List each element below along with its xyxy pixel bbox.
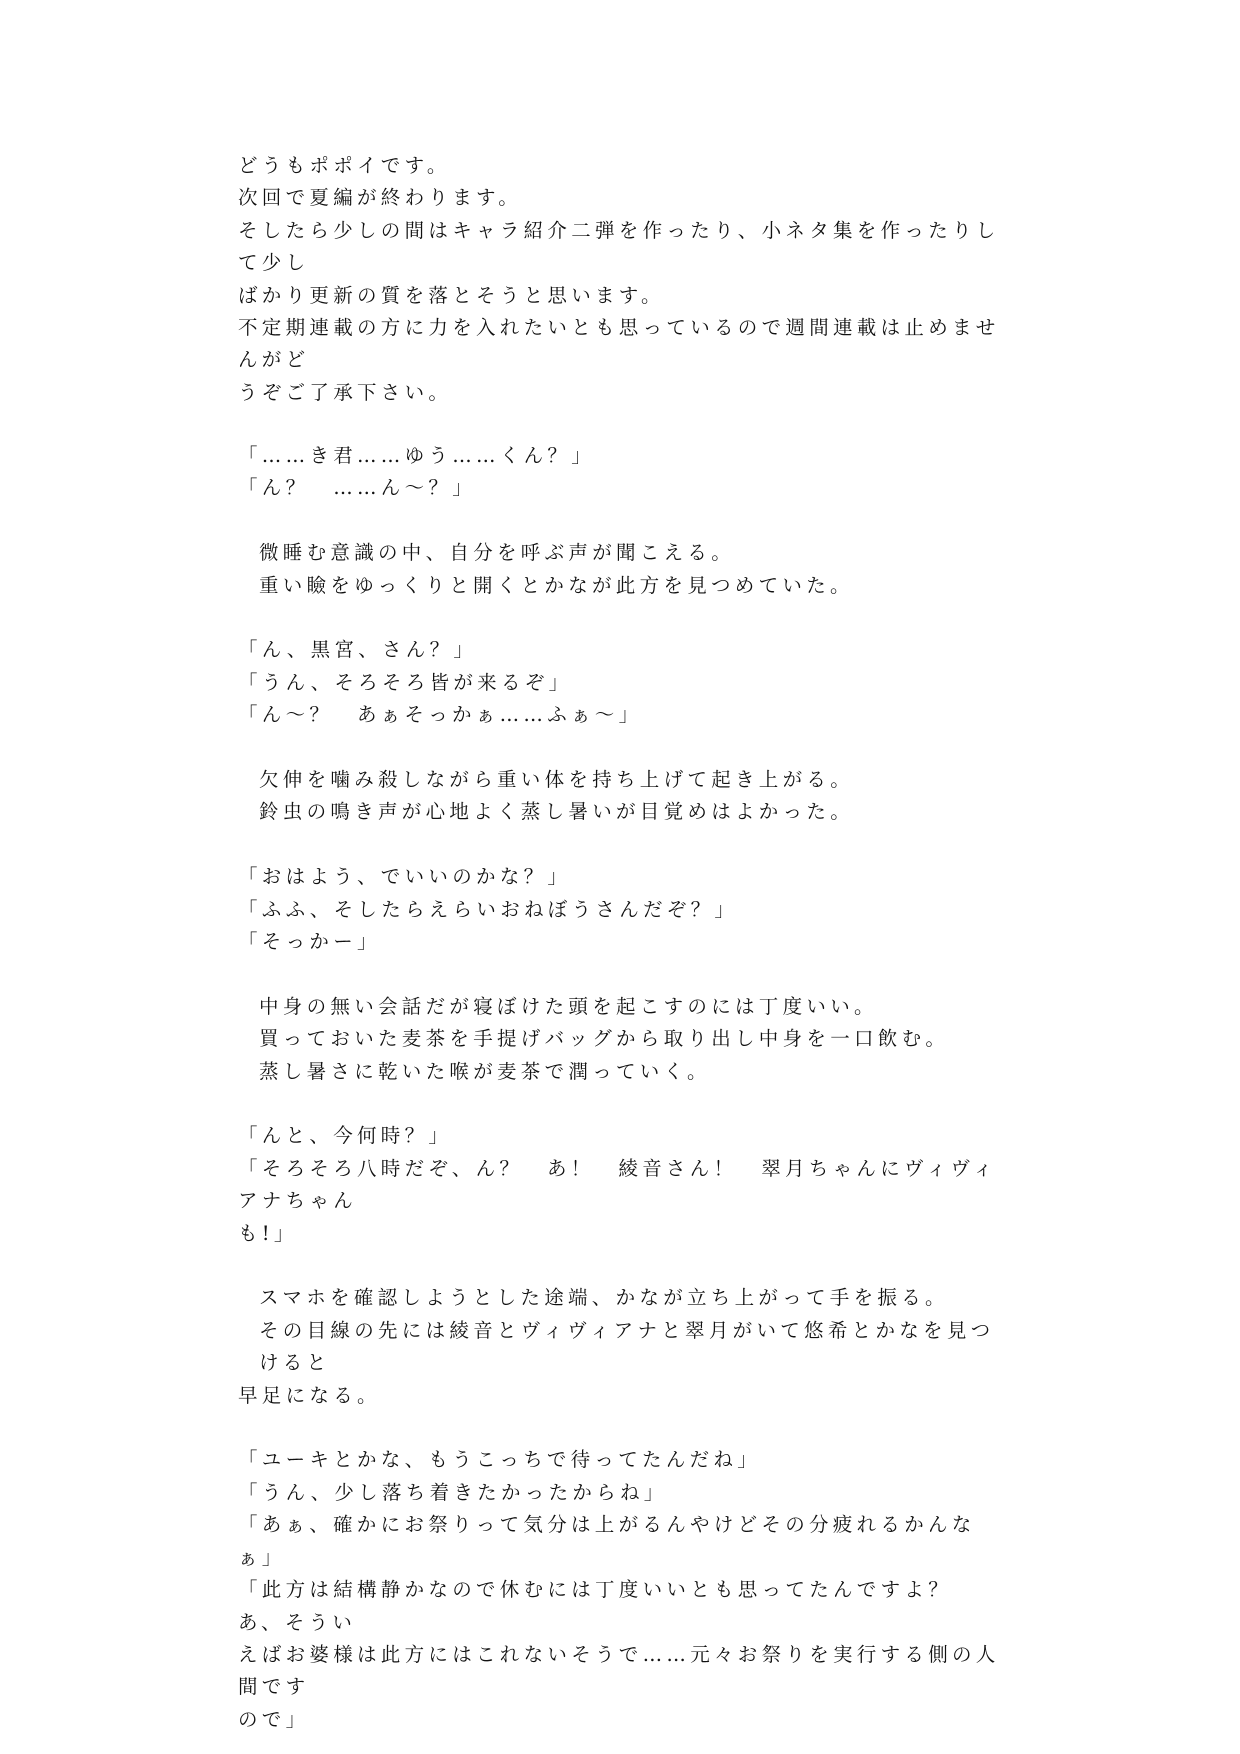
blank-line — [238, 958, 1002, 990]
dialogue-line: 「うん、少し落ち着きたかったからね」 — [238, 1480, 668, 1504]
narration-line: その目線の先には綾音とヴィヴィアナと翠月がいて悠希とかなを見つけると — [259, 1318, 995, 1375]
dialogue-line: 「ん～？ あぁそっかぁ……ふぁ～」 — [238, 703, 643, 727]
dialogue-line: 「此方は結構静かなので休むには丁度いいとも思ってたんですよ？ あ、そうい — [238, 1578, 976, 1634]
dialogue-line: 「ユーキとかな、もうこっちで待ってたんだね」 — [238, 1448, 762, 1472]
blank-line — [238, 1412, 1002, 1444]
dialogue-line: 「んと、今何時？」 — [238, 1124, 453, 1148]
dialogue-line: 「……き君……ゆう……くん？」 — [238, 444, 595, 467]
preface-line: 次回で夏編が終わります。 — [238, 186, 523, 210]
preface-line: どうもポポイです。 — [238, 154, 451, 177]
dialogue-line: えばお婆様は此方にはこれないそうで……元々お祭りを実行する側の人間です — [238, 1642, 1000, 1699]
dialogue-line: 「うん、そろそろ皆が来るぞ」 — [238, 670, 573, 694]
narration-line: 鈴虫の鳴き声が心地よく蒸し暑いが目覚めはよかった。 — [259, 800, 855, 824]
dialogue-line: 「あぁ、確かにお祭りって気分は上がるんやけどその分疲れるかんなぁ」 — [238, 1513, 976, 1569]
dialogue-line: 「ん？ ……ん～？」 — [238, 476, 476, 500]
preface-line: 不定期連載の方に力を入れたいとも思っているので週間連載は止めませんがど — [238, 316, 1000, 372]
dialogue-line: 「ふふ、そしたらえらいおねぼうさんだぞ？」 — [238, 897, 739, 921]
dialogue-line: 「ん、黒宮、さん？」 — [238, 638, 478, 662]
narration-line: 重い瞼をゆっくりと開くとかなが此方を見つめていた。 — [259, 573, 854, 597]
dialogue-line: 「そろそろ八時だぞ、ん？ あ！ 綾音さん！ 翠月ちゃんにヴィヴィアナちゃん — [238, 1156, 997, 1213]
preface-line: ばかり更新の質を落とそうと思います。 — [238, 283, 665, 307]
narration-line: スマホを確認しようとした途端、かなが立ち上がって手を振る。 — [259, 1286, 949, 1310]
narration-line: 微睡む意識の中、自分を呼ぶ声が聞こえる。 — [259, 541, 735, 565]
narration-line: 蒸し暑さに乾いた喉が麦茶で潤っていく。 — [259, 1059, 711, 1083]
blank-line — [238, 505, 1002, 537]
dialogue-line: も!」 — [238, 1221, 298, 1245]
narration-line: 早足になる。 — [238, 1383, 381, 1407]
blank-line — [238, 829, 1002, 861]
narration-line: 買っておいた麦茶を手提げバッグから取り出し中身を一口飲む。 — [259, 1027, 950, 1051]
narration-line: 中身の無い会話だが寝ぼけた頭を起こすのには丁度いい。 — [259, 994, 878, 1018]
blank-line — [238, 1088, 1002, 1120]
story-body — [238, 440, 1002, 1736]
blank-line — [238, 602, 1002, 634]
dialogue-line: ので」 — [238, 1707, 310, 1731]
preface-line: そしたら少しの間はキャラ紹介二弾を作ったり、小ネタ集を作ったりして少し — [238, 218, 1000, 275]
blank-line — [238, 1250, 1002, 1282]
author-preface — [238, 150, 1002, 409]
blank-line — [238, 732, 1002, 764]
dialogue-line: 「おはよう、でいいのかな？」 — [238, 865, 572, 889]
preface-line: うぞご了承下さい。 — [238, 380, 453, 404]
dialogue-line: 「そっかー」 — [238, 930, 381, 954]
narration-line: 欠伸を噛み殺しながら重い体を持ち上げて起き上がる。 — [259, 768, 854, 792]
